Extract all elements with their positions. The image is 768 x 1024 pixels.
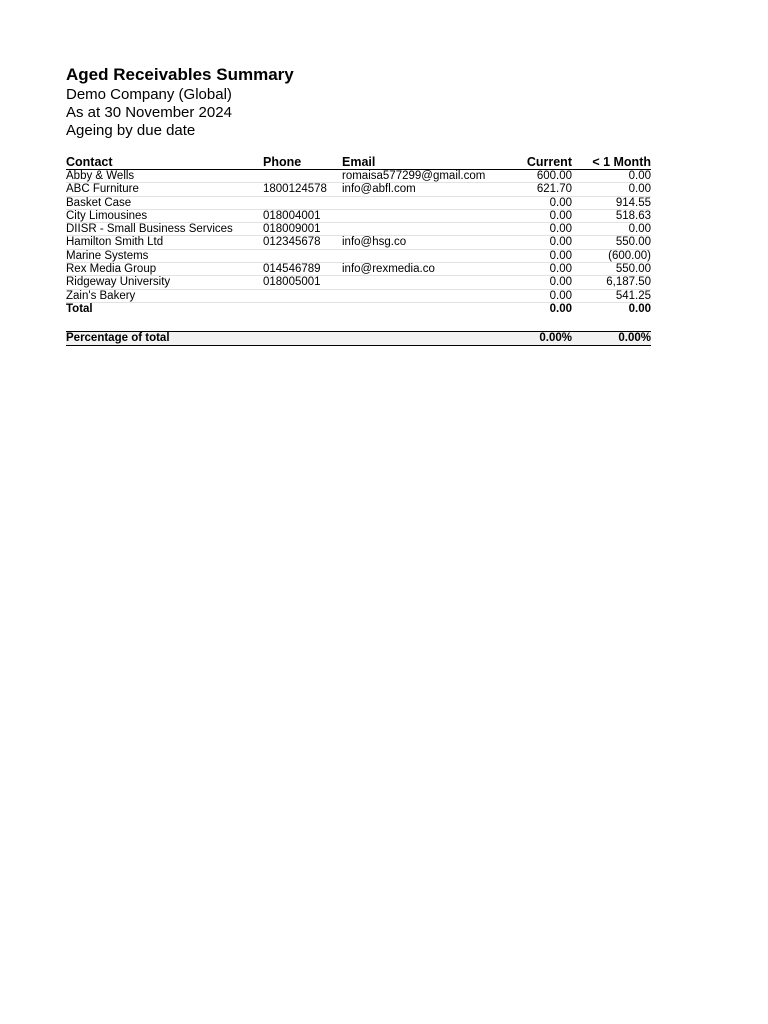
month-cell: (600.00) (572, 249, 651, 262)
phone-cell: 018005001 (263, 276, 342, 289)
table-row (66, 263, 651, 276)
email-cell: info@hsg.co (342, 236, 512, 249)
contact-cell: Ridgeway University (66, 276, 263, 289)
table-row (66, 289, 651, 302)
phone-cell (263, 170, 342, 183)
email-cell: info@rexmedia.co (342, 263, 512, 276)
phone-cell (263, 249, 342, 262)
email-cell (342, 276, 512, 289)
column-header-month: < 1 Month (572, 155, 651, 170)
column-header-email: Email (342, 155, 512, 170)
contact-cell: Hamilton Smith Ltd (66, 236, 263, 249)
contact-cell: Abby & Wells (66, 170, 263, 183)
contact-cell: Marine Systems (66, 249, 263, 262)
current-cell: 0.00 (512, 196, 572, 209)
receivables-table (66, 155, 651, 346)
month-cell: 541.25 (572, 289, 651, 302)
total-month: 0.00 (628, 302, 651, 315)
table-row (66, 236, 651, 249)
email-cell (342, 196, 512, 209)
email-cell (342, 209, 512, 222)
email-cell: info@abfl.com (342, 183, 512, 196)
table-row (66, 209, 651, 222)
phone-cell: 1800124578 (263, 183, 342, 196)
current-cell: 0.00 (512, 209, 572, 222)
phone-cell (263, 196, 342, 209)
month-cell: 550.00 (572, 236, 651, 249)
table-row (66, 223, 651, 236)
phone-cell: 018009001 (263, 223, 342, 236)
current-cell: 0.00 (512, 223, 572, 236)
current-cell: 0.00 (512, 276, 572, 289)
column-header-phone: Phone (263, 155, 342, 170)
current-cell: 621.70 (512, 183, 572, 196)
percentage-current: 0.00% (512, 332, 572, 346)
spacer-row (66, 315, 651, 332)
contact-cell: DIISR - Small Business Services (66, 223, 263, 236)
email-cell (342, 249, 512, 262)
phone-cell (263, 289, 342, 302)
month-cell: 914.55 (572, 196, 651, 209)
contact-cell: City Limousines (66, 209, 263, 222)
report-title: Aged Receivables Summary (66, 65, 294, 84)
table-row (66, 249, 651, 262)
month-cell: 0.00 (572, 223, 651, 236)
current-cell: 600.00 (512, 170, 572, 183)
month-cell: 518.63 (572, 209, 651, 222)
report-date: As at 30 November 2024 (66, 104, 232, 121)
current-cell: 0.00 (512, 249, 572, 262)
table-row (66, 276, 651, 289)
phone-cell: 014546789 (263, 263, 342, 276)
report (66, 64, 651, 346)
current-cell: 0.00 (512, 289, 572, 302)
column-header-contact: Contact (66, 155, 263, 170)
total-label: Total (66, 302, 93, 315)
phone-cell: 012345678 (263, 236, 342, 249)
table-row (66, 196, 651, 209)
contact-cell: ABC Furniture (66, 183, 263, 196)
company-name: Demo Company (Global) (66, 86, 232, 103)
email-cell (342, 223, 512, 236)
email-cell (342, 289, 512, 302)
month-cell: 6,187.50 (572, 276, 651, 289)
contact-cell: Rex Media Group (66, 263, 263, 276)
month-cell: 0.00 (572, 183, 651, 196)
total-current: 0.00 (549, 302, 572, 315)
month-cell: 550.00 (572, 263, 651, 276)
contact-cell: Basket Case (66, 196, 263, 209)
table-header-row (66, 155, 651, 170)
percentage-label: Percentage of total (66, 332, 263, 346)
email-cell: romaisa577299@gmail.com (342, 170, 512, 183)
month-cell: 0.00 (572, 170, 651, 183)
percentage-month: 0.00% (572, 332, 651, 346)
phone-cell: 018004001 (263, 209, 342, 222)
current-cell: 0.00 (512, 263, 572, 276)
current-cell: 0.00 (512, 236, 572, 249)
column-header-current: Current (512, 155, 572, 170)
total-row (66, 302, 651, 315)
table-row (66, 170, 651, 183)
ageing-basis: Ageing by due date (66, 122, 196, 139)
percentage-row (66, 332, 651, 346)
table-row (66, 183, 651, 196)
contact-cell: Zain's Bakery (66, 289, 263, 302)
